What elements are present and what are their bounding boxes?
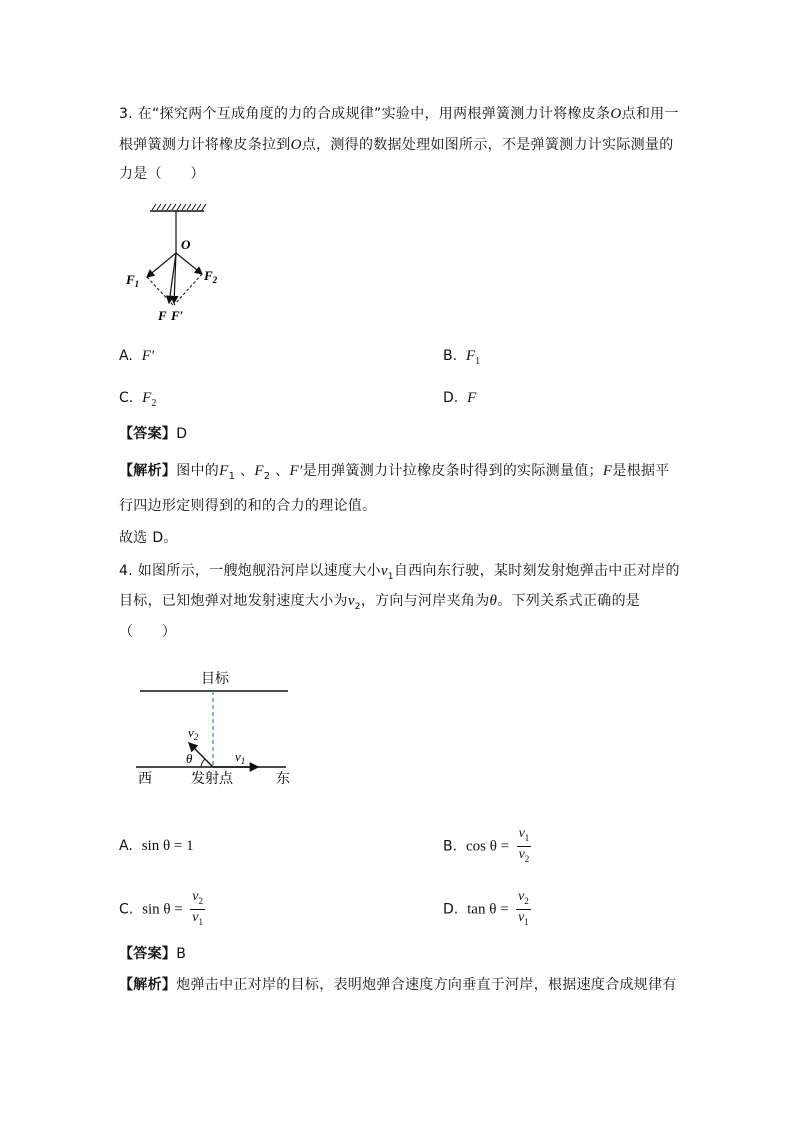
q4-fig-label-theta: θ xyxy=(186,751,193,766)
q3-analysis-line1: 【解析】图中的$F_1$ 、$F_2$ 、F′是用弹簧测力计拉橡皮条时得到的实际测量值；F是根据平 xyxy=(119,463,670,482)
q3-fig-label-f2: $F_2$ xyxy=(204,268,218,285)
q4-stem-line2: 目标，已知炮弹对地发射速度大小为$v_2$，方向与河岸夹角为θ。下列关系式正确的是 xyxy=(119,593,641,612)
q4-stem-line3: （ ） xyxy=(119,624,177,640)
q3-force-figure xyxy=(118,198,228,326)
q3-stem-line1: 3. 在“探究两个互成角度的力的合成规律”实验中，用两根弹簧测力计将橡皮条O点和用一 xyxy=(119,106,679,122)
q4-fig-label-target: 目标 xyxy=(201,672,229,687)
q4-option-c[interactable]: C. sin θ = $\frac{v_2}{v_1}$ xyxy=(119,889,203,927)
q4-fig-label-launch: 发射点 xyxy=(191,772,233,787)
q4-answer: 【答案】B xyxy=(119,946,187,962)
q3-option-b[interactable]: B. $F_1$ xyxy=(443,348,481,367)
q3-vector-f1 xyxy=(147,253,176,277)
q3-vector-f2 xyxy=(176,253,202,274)
q4-fig-label-v2: $v_2$ xyxy=(188,725,199,742)
q3-answer: 【答案】D xyxy=(119,426,188,442)
q3-analysis-line2: 行四边形定则得到的和的合力的理论值。 xyxy=(119,498,377,514)
q4-fig-label-west: 西 xyxy=(138,772,152,787)
q3-fig-label-fprime: F′ xyxy=(171,308,184,323)
q4-vector-v2 xyxy=(189,743,213,767)
q4-analysis-line1: 【解析】炮弹击中正对岸的目标，表明炮弹合速度方向垂直于河岸，根据速度合成规律有 xyxy=(119,977,677,993)
q4-fig-label-v1: $v_1$ xyxy=(235,749,246,766)
q3-option-a[interactable]: A. F′ xyxy=(119,348,155,364)
q4-option-b[interactable]: B. cos θ = $\frac{v_1}{v_2}$ xyxy=(443,826,530,864)
q3-fig-label-o: O xyxy=(181,237,191,252)
q4-option-d[interactable]: D. tan θ = $\frac{v_2}{v_1}$ xyxy=(443,889,529,927)
q3-option-d[interactable]: D. F xyxy=(443,390,477,406)
q4-option-a[interactable]: A. sin θ = 1 xyxy=(119,838,194,854)
q3-option-c[interactable]: C. $F_2$ xyxy=(119,390,157,409)
q4-river-figure xyxy=(128,665,308,790)
q3-fig-label-f1: $F_1$ xyxy=(126,272,140,289)
q4-fig-label-east: 东 xyxy=(276,772,290,787)
q3-fig-label-f: F xyxy=(158,308,167,323)
q3-conclusion: 故选 D。 xyxy=(119,530,178,546)
q4-stem-line1: 4. 如图所示，一艘炮舰沿河岸以速度大小$v_1$自西向东行驶，某时刻发射炮弹击中正对岸的 xyxy=(119,563,680,582)
q3-stem-line3: 力是（ ） xyxy=(119,166,205,182)
q3-stem-line2: 根弹簧测力计将橡皮条拉到O点，测得的数据处理如图所示，不是弹簧测力计实际测量的 xyxy=(119,137,674,153)
